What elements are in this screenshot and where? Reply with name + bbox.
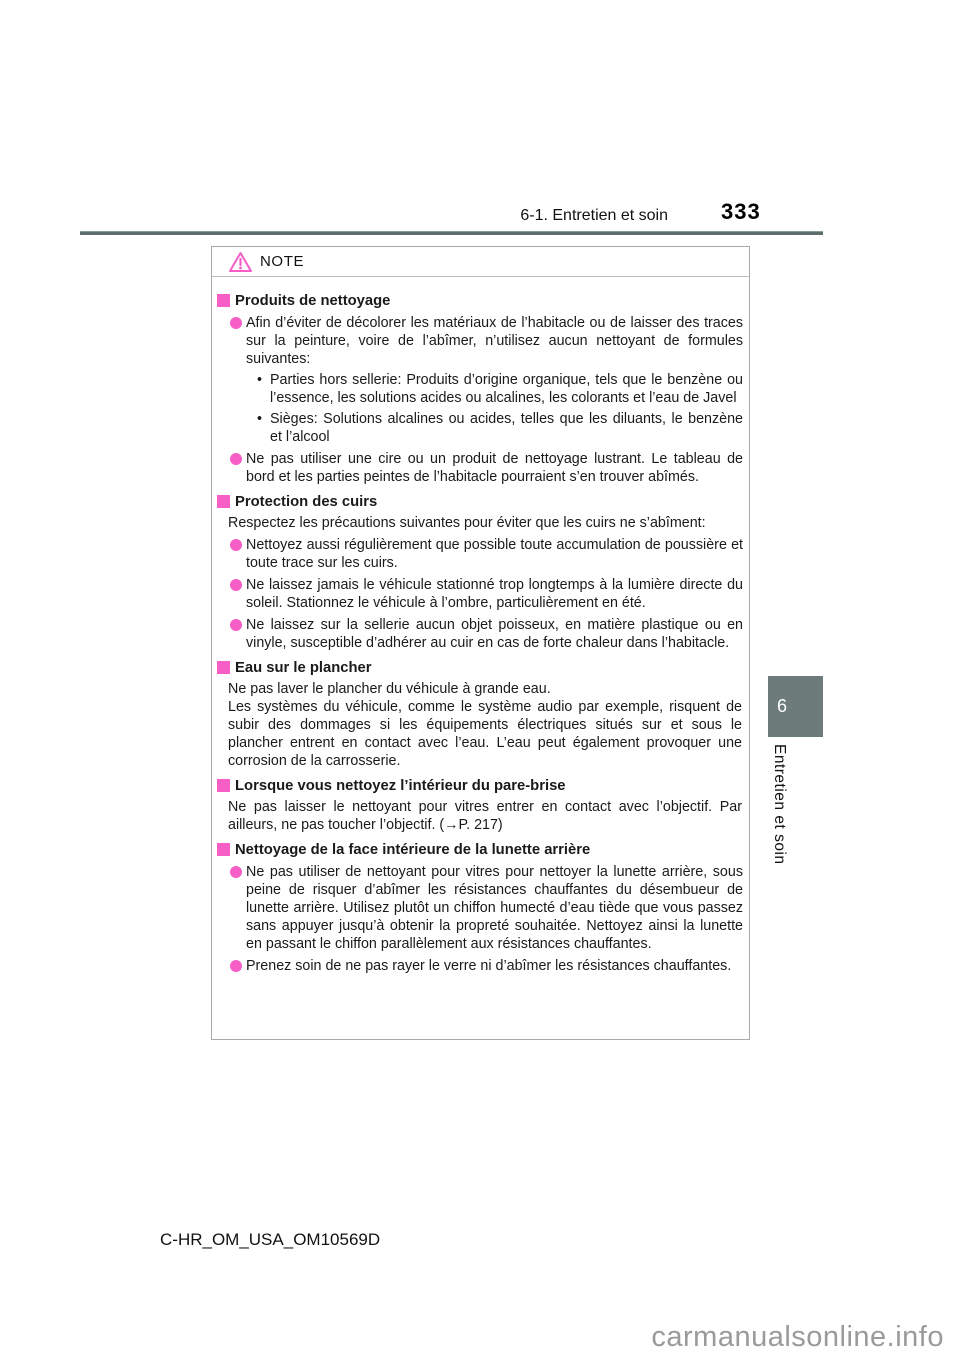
dot-bullet-icon: • [257,372,263,388]
note-paragraph [228,680,742,698]
chapter-number: 6 [777,696,788,716]
chapter-label: Entretien et soin [771,744,788,865]
circle-bullet-icon [230,453,242,465]
note-section-title: Eau sur le plancher [235,660,372,676]
note-bullet-item [217,863,743,953]
warning-triangle-icon [228,251,253,273]
note-text: Respectez les précautions suivantes pour éviter que les cuirs ne s’abîment: [228,515,706,531]
note-section-heading [217,659,743,677]
note-box [211,246,750,1040]
dot-bullet-icon: • [257,411,263,427]
note-section-title: Produits de nettoyage [235,293,391,309]
square-bullet-icon [217,661,230,674]
note-section-title: Lorsque vous nettoyez l’intérieur du pare-brise [235,778,566,794]
header-section-reference: 6-1. Entretien et soin [520,207,668,224]
note-section-title: Nettoyage de la face intérieure de la lunette arrière [235,842,591,858]
note-title: NOTE [260,253,305,270]
note-section-heading [217,292,743,310]
header-rule [80,231,823,235]
note-bullet-item [217,536,743,572]
circle-bullet-icon [230,317,242,329]
note-section-heading [217,493,743,511]
note-text: Ne pas laisser le nettoyant pour vitres entrer en contact avec l’objectif. Par ailleurs, ne pas toucher l’objectif. (→P. 217) [228,799,742,833]
note-text: Parties hors sellerie: Produits d’origine organique, tels que le benzène ou l’essence, les solutions acides ou alcalines, les colorants et l’eau de Javel [270,372,743,406]
note-text: Les systèmes du véhicule, comme le système audio par exemple, risquent de subir des dommages si les équipements électriques situés sur et sous le plancher entrent en contact avec l’eau. L’eau peut également provoquer une corrosion de la carrosserie. [228,699,742,769]
note-paragraph [228,698,742,770]
note-section-heading [217,777,743,795]
note-text: Ne laissez jamais le véhicule stationné trop longtemps à la lumière directe du soleil. Stationnez le véhicule à l’ombre, particulièrement en été. [246,577,743,611]
note-text: Ne laissez sur la sellerie aucun objet poisseux, en matière plastique ou en vinyle, susceptible d’adhérer au cuir en cas de forte chaleur dans l’habitacle. [246,617,743,651]
note-bullet-item [217,450,743,486]
note-bullet-item [217,616,743,652]
circle-bullet-icon [230,579,242,591]
watermark: carmanualsonline.info [651,1321,944,1353]
note-text: Sièges: Solutions alcalines ou acides, telles que les diluants, le benzène et l’alcool [270,411,743,445]
note-text: Prenez soin de ne pas rayer le verre ni d’abîmer les résistances chauffantes. [246,958,732,974]
note-text: Ne pas laver le plancher du véhicule à grande eau. [228,681,551,697]
document-code: C-HR_OM_USA_OM10569D [160,1230,381,1249]
note-section-heading [217,841,743,859]
note-section-title: Protection des cuirs [235,494,378,510]
note-text: Nettoyez aussi régulièrement que possible toute accumulation de poussière et toute trace sur les cuirs. [246,537,743,571]
note-bullet-item [217,576,743,612]
note-header [212,247,749,277]
chapter-tab [768,676,823,737]
circle-bullet-icon [230,619,242,631]
square-bullet-icon [217,779,230,792]
square-bullet-icon [217,294,230,307]
note-paragraph [228,514,742,532]
square-bullet-icon [217,843,230,856]
note-bullet-item [217,957,743,975]
circle-bullet-icon [230,539,242,551]
page-number: 333 [721,199,761,224]
note-bullet-item [217,314,743,368]
note-text: Ne pas utiliser de nettoyant pour vitres pour nettoyer la lunette arrière, sous peine de risquer d’abîmer les résistances chauffantes du désembueur de lunette arrière. Utilisez plutôt un chiffon humecté d’eau tiède que vous passez sans appuyer jusqu’à obtenir la propreté souhaitée. Nettoyez ainsi la lunette en passant le chiffon parallèlement aux résistances chauffantes. [246,864,743,952]
note-text: Ne pas utiliser une cire ou un produit de nettoyage lustrant. Le tableau de bord et les parties peintes de l’habitacle pourraient s’en trouver abîmés. [246,451,743,485]
note-sub-bullet-item [257,371,743,407]
note-paragraph [228,798,742,834]
note-sub-bullet-item [257,410,743,446]
circle-bullet-icon [230,866,242,878]
circle-bullet-icon [230,960,242,972]
note-content [212,277,749,985]
note-text: Afin d’éviter de décolorer les matériaux de l’habitacle ou de laisser des traces sur la peinture, voire de l’abîmer, n’utilisez aucun nettoyant de formules suivantes: [246,315,743,367]
square-bullet-icon [217,495,230,508]
